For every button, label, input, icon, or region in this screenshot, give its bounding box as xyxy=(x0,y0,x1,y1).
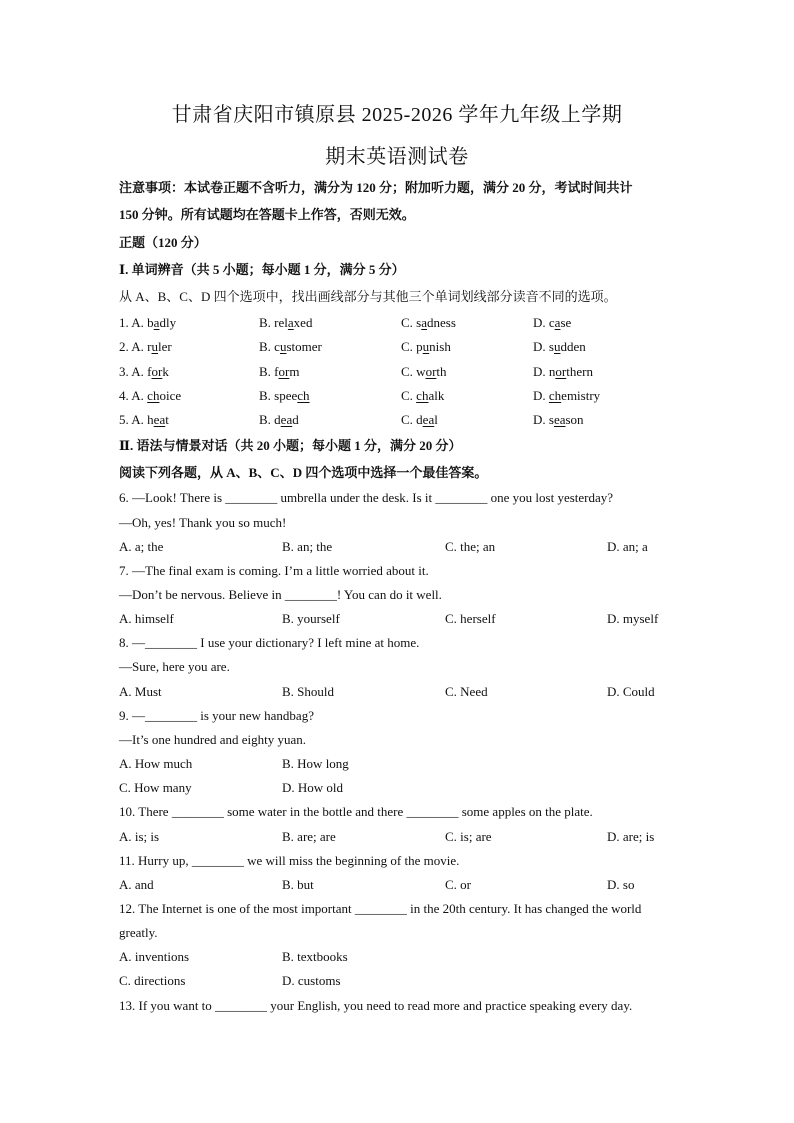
underlined-sound: or xyxy=(425,364,437,379)
word-part: D. n xyxy=(533,364,556,379)
word-part: t xyxy=(165,412,169,427)
q3-word-option-a xyxy=(119,363,169,381)
word-part: C. s xyxy=(401,315,422,330)
q6-option-c: C. the; an xyxy=(445,539,496,554)
q7-option-d: D. myself xyxy=(607,611,659,626)
q1-word-option-a xyxy=(119,314,176,332)
main-section-label: 正题（120 分） xyxy=(119,235,207,250)
q8-option-d: D. Could xyxy=(607,684,655,699)
word-part: B. c xyxy=(259,339,280,354)
word-part: th xyxy=(436,364,447,379)
q5-word-option-c xyxy=(401,411,438,429)
word-part: stomer xyxy=(286,339,322,354)
q8-option-b: B. Should xyxy=(282,684,335,699)
question-13: 13. If you want to ________ your English, you need to read more and practice speaking every day. xyxy=(119,998,633,1013)
word-part: son xyxy=(565,412,584,427)
word-part: thern xyxy=(566,364,593,379)
word-part: D. s xyxy=(533,412,554,427)
word-part: xed xyxy=(293,315,313,330)
q10-option-b: B. are; are xyxy=(282,829,336,844)
word-part: 4. A. xyxy=(119,388,148,403)
q3-word-option-b xyxy=(259,363,299,381)
q3-word-option-d xyxy=(533,363,593,381)
word-part: C. d xyxy=(401,412,423,427)
q2-word-option-a xyxy=(119,338,172,356)
q9-option-c: C. How many xyxy=(119,780,192,795)
word-part: l xyxy=(434,412,438,427)
word-part: B. d xyxy=(259,412,281,427)
underlined-sound: a xyxy=(153,315,160,330)
question-12: 12. The Internet is one of the most important ________ in the 20th century. It has changed the world xyxy=(119,901,642,916)
q12-option-c: C. directions xyxy=(119,973,186,988)
word-part: k xyxy=(162,364,169,379)
q2-word-option-c xyxy=(401,338,451,356)
word-part: C. w xyxy=(401,364,426,379)
word-part: oice xyxy=(159,388,182,403)
word-part: dden xyxy=(560,339,586,354)
q1-word-option-b xyxy=(259,314,312,332)
underlined-sound: or xyxy=(278,364,290,379)
q11-option-c: C. or xyxy=(445,877,471,892)
underlined-sound: ea xyxy=(153,412,166,427)
underlined-sound: a xyxy=(287,315,294,330)
word-part: 5. A. h xyxy=(119,412,154,427)
q11-option-a: A. and xyxy=(119,877,154,892)
q9-option-a: A. How much xyxy=(119,756,193,771)
notice-line2: 150 分钟。所有试题均在答题卡上作答，否则无效。 xyxy=(119,207,415,222)
word-part: D. s xyxy=(533,339,554,354)
word-part: B. spee xyxy=(259,388,298,403)
question-7-reply: —Don’t be nervous. Believe in ________! You can do it well. xyxy=(119,587,442,602)
q9-option-d: D. How old xyxy=(282,780,344,795)
question-11: 11. Hurry up, ________ we will miss the beginning of the movie. xyxy=(119,853,460,868)
q6-option-a: A. a; the xyxy=(119,539,164,554)
q2-word-option-b xyxy=(259,338,322,356)
q7-option-a: A. himself xyxy=(119,611,174,626)
word-part: B. f xyxy=(259,364,279,379)
q10-option-a: A. is; is xyxy=(119,829,160,844)
word-part: 3. A. f xyxy=(119,364,152,379)
section1-instruction: 从 A、B、C、D 四个选项中，找出画线部分与其他三个单词划线部分读音不同的选项。 xyxy=(119,289,617,304)
question-6-reply: —Oh, yes! Thank you so much! xyxy=(119,515,287,530)
underlined-sound: u xyxy=(553,339,561,354)
section2-instruction: 阅读下列各题，从 A、B、C、D 四个选项中选择一个最佳答案。 xyxy=(119,465,488,480)
q12-option-b: B. textbooks xyxy=(282,949,348,964)
word-part: C. xyxy=(401,388,417,403)
word-part: 1. A. b xyxy=(119,315,154,330)
underlined-sound: a xyxy=(554,315,561,330)
question-7: 7. —The final exam is coming. I’m a little worried about it. xyxy=(119,563,429,578)
q12-option-d: D. customs xyxy=(282,973,341,988)
underlined-sound: ch xyxy=(416,388,429,403)
word-part: D. xyxy=(533,388,549,403)
q5-word-option-a xyxy=(119,411,169,429)
word-part: alk xyxy=(428,388,445,403)
question-12-cont: greatly. xyxy=(119,925,158,940)
q11-option-b: B. but xyxy=(282,877,314,892)
question-8: 8. —________ I use your dictionary? I left mine at home. xyxy=(119,635,420,650)
q6-option-d: D. an; a xyxy=(607,539,648,554)
section1-heading: Ⅰ. 单词辨音（共 5 小题；每小题 1 分，满分 5 分） xyxy=(119,262,405,277)
word-part: B. rel xyxy=(259,315,288,330)
underlined-sound: ea xyxy=(422,412,435,427)
question-8-reply: —Sure, here you are. xyxy=(119,659,230,674)
q3-word-option-c xyxy=(401,363,447,381)
question-9: 9. —________ is your new handbag? xyxy=(119,708,314,723)
word-part: ler xyxy=(158,339,172,354)
q4-word-option-d xyxy=(533,387,600,405)
q12-option-a: A. inventions xyxy=(119,949,190,964)
question-9-reply: —It’s one hundred and eighty yuan. xyxy=(119,732,307,747)
q1-word-option-c xyxy=(401,314,456,332)
q5-word-option-b xyxy=(259,411,299,429)
question-10: 10. There ________ some water in the bottle and there ________ some apples on the plate. xyxy=(119,804,593,819)
q6-option-b: B. an; the xyxy=(282,539,333,554)
notice-line1: 注意事项：本试卷正题不含听力，满分为 120 分；附加听力题，满分 20 分，考试时间共计 xyxy=(119,180,633,195)
underlined-sound: u xyxy=(151,339,158,354)
section2-heading: Ⅱ. 语法与情景对话（共 20 小题；每小题 1 分，满分 20 分） xyxy=(119,438,462,453)
word-part: m xyxy=(289,364,300,379)
question-6: 6. —Look! There is ________ umbrella under the desk. Is it ________ one you lost yesterday? xyxy=(119,490,614,505)
q9-option-b: B. How long xyxy=(282,756,349,771)
word-part: dly xyxy=(159,315,177,330)
q5-word-option-d xyxy=(533,411,584,429)
underlined-sound: or xyxy=(151,364,163,379)
underlined-sound: ea xyxy=(553,412,566,427)
word-part: nish xyxy=(429,339,451,354)
word-part: emistry xyxy=(561,388,601,403)
exam-title-line2: 期末英语测试卷 xyxy=(325,146,469,168)
underlined-sound: u xyxy=(422,339,430,354)
word-part: D. c xyxy=(533,315,555,330)
exam-title-line1: 甘肃省庆阳市镇原县 2025-2026 学年九年级上学期 xyxy=(171,104,623,126)
q11-option-d: D. so xyxy=(607,877,635,892)
word-part: C. p xyxy=(401,339,423,354)
q8-option-c: C. Need xyxy=(445,684,488,699)
q10-option-d: D. are; is xyxy=(607,829,655,844)
word-part: d xyxy=(292,412,299,427)
underlined-sound: ch xyxy=(147,388,160,403)
word-part: dness xyxy=(427,315,456,330)
underlined-sound: or xyxy=(555,364,567,379)
underlined-sound: u xyxy=(279,339,287,354)
q1-word-option-d xyxy=(533,314,571,332)
underlined-sound: a xyxy=(421,315,428,330)
word-part: 2. A. r xyxy=(119,339,152,354)
q4-word-option-b xyxy=(259,387,310,405)
word-part: se xyxy=(560,315,572,330)
underlined-sound: ch xyxy=(548,388,562,403)
q4-word-option-c xyxy=(401,387,444,405)
q10-option-c: C. is; are xyxy=(445,829,492,844)
q7-option-c: C. herself xyxy=(445,611,496,626)
q2-word-option-d xyxy=(533,338,586,356)
q7-option-b: B. yourself xyxy=(282,611,340,626)
underlined-sound: ea xyxy=(280,412,293,427)
underlined-sound: ch xyxy=(297,388,310,403)
q4-word-option-a xyxy=(119,387,181,405)
q8-option-a: A. Must xyxy=(119,684,162,699)
